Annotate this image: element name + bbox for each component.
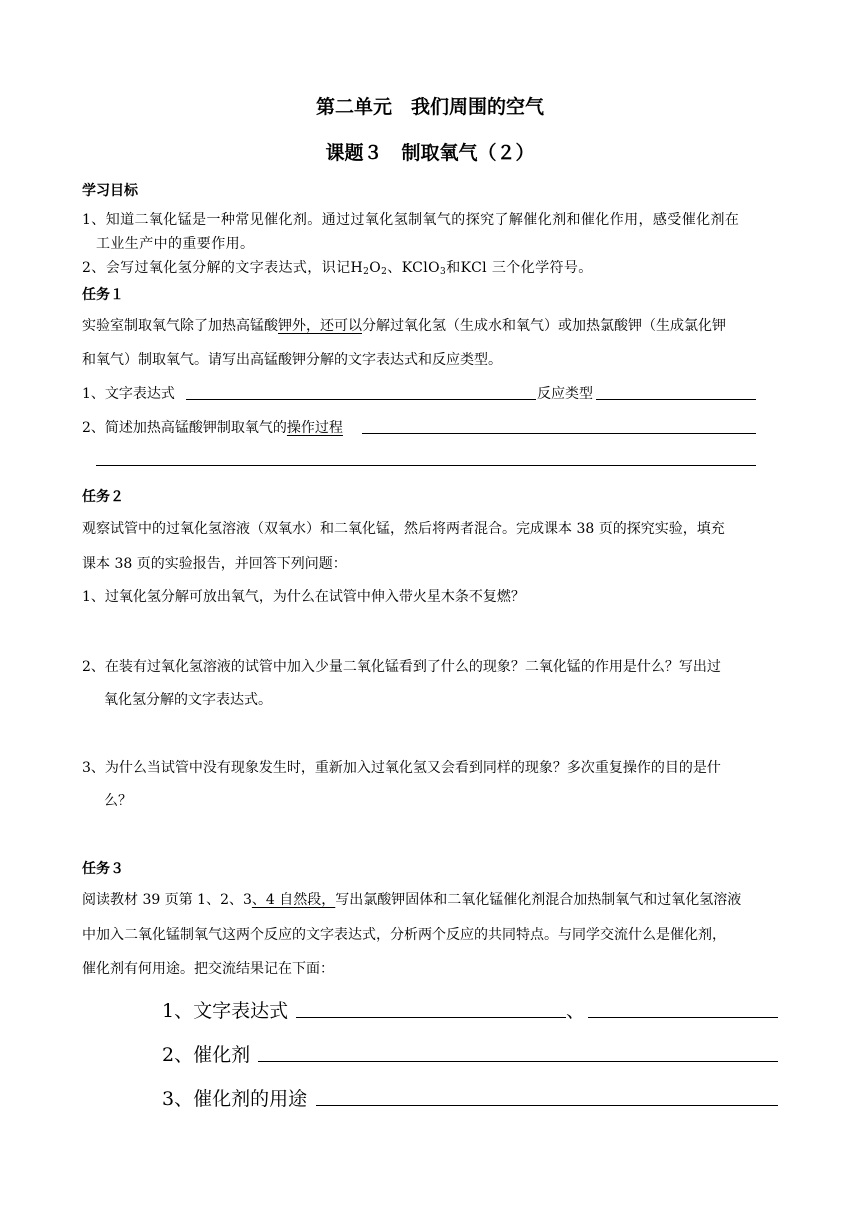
objective-1-line-2: 工业生产中的重要作用。 bbox=[96, 236, 255, 252]
task-2-question-2-line-1: 2、在装有过氧化氢溶液的试管中加入少量二氧化锰看到了什么的现象？二氧化锰的作用是什么？写出过 bbox=[82, 659, 721, 675]
task-3-answer-1-line-b[interactable] bbox=[588, 1017, 778, 1018]
objectives-heading: 学习目标 bbox=[82, 183, 138, 199]
task-3-answer-2-line[interactable] bbox=[258, 1061, 778, 1062]
task-2-heading: 任务２ bbox=[82, 489, 124, 505]
task-3-paragraph-line-2: 中加入二氧化锰制氧气这两个反应的文字表达式，分析两个反应的共同特点。与同学交流什么是催化剂， bbox=[82, 927, 726, 943]
task-2-question-2-line-2: 氧化氢分解的文字表达式。 bbox=[104, 692, 272, 708]
objective-1-line-1: 1、知道二氧化锰是一种常见催化剂。通过过氧化氢制氧气的探究了解催化剂和催化作用，感受催化剂在 bbox=[82, 212, 740, 228]
task-1-paragraph-line-1: 实验室制取氧气除了加热高锰酸钾外，还可以分解过氧化氢（生成水和氧气）或加热氯酸钾（生成氯化钾 bbox=[82, 318, 726, 334]
task-2-paragraph-line-2: 课本 38 页的实验报告，并回答下列问题： bbox=[82, 556, 347, 572]
task-2-question-1: 1、过氧化氢分解可放出氧气，为什么在试管中伸入带火星木条不复燃？ bbox=[82, 589, 525, 605]
task-3-answer-1-label: 1、文字表达式 bbox=[162, 1000, 289, 1022]
task-2-question-3-line-2: 么？ bbox=[104, 793, 132, 809]
task-3-answer-2-label: 2、催化剂 bbox=[162, 1044, 251, 1066]
task-1-q1-label: 1、文字表达式 bbox=[82, 386, 175, 402]
task-3-paragraph-line-1: 阅读教材 39 页第 1、2、3、4 自然段，写出氯酸钾固体和二氧化锰催化剂混合加热制氧气和过氧化氢溶液 bbox=[82, 892, 742, 908]
task-1-q1-answer-line[interactable] bbox=[186, 399, 536, 400]
task-1-q1-type-line[interactable] bbox=[596, 399, 756, 400]
task-2-paragraph-line-1: 观察试管中的过氧化氢溶液（双氧水）和二氧化锰，然后将两者混合。完成课本 38 页的探究实验，填充 bbox=[82, 521, 725, 537]
task-3-heading: 任务３ bbox=[82, 861, 124, 877]
task-3-answer-3-label: 3、催化剂的用途 bbox=[162, 1088, 308, 1110]
task-1-q2-label: 2、简述加热高锰酸钾制取氧气的操作过程 bbox=[82, 420, 343, 436]
task-1-q1-type-label: 反应类型 bbox=[537, 386, 593, 402]
task-3-answer-3-line[interactable] bbox=[316, 1105, 778, 1106]
task-3-answer-1-line-a[interactable] bbox=[296, 1017, 566, 1018]
objective-2: 2、会写过氧化氢分解的文字表达式，识记$H_2O_2$、KClO$_3$和KCl 三个化学符号。 bbox=[82, 260, 593, 277]
task-2-question-3-line-1: 3、为什么当试管中没有现象发生时，重新加入过氧化氢又会看到同样的现象？多次重复操作的目的是什 bbox=[82, 760, 721, 776]
task-1-q2-answer-line-1[interactable] bbox=[362, 433, 756, 434]
task-3-paragraph-line-3: 催化剂有何用途。把交流结果记在下面： bbox=[82, 961, 334, 977]
task-1-heading: 任务１ bbox=[82, 287, 124, 303]
task-1-paragraph-line-2: 和氧气）制取氧气。请写出高锰酸钾分解的文字表达式和反应类型。 bbox=[82, 352, 502, 368]
task-3-answer-1-separator: 、 bbox=[566, 1000, 586, 1022]
task-1-q2-answer-line-2[interactable] bbox=[96, 465, 756, 466]
page-title: 第二单元 我们周围的空气 bbox=[315, 96, 544, 118]
page-subtitle: 课题３ 制取氧气（２） bbox=[325, 142, 535, 164]
